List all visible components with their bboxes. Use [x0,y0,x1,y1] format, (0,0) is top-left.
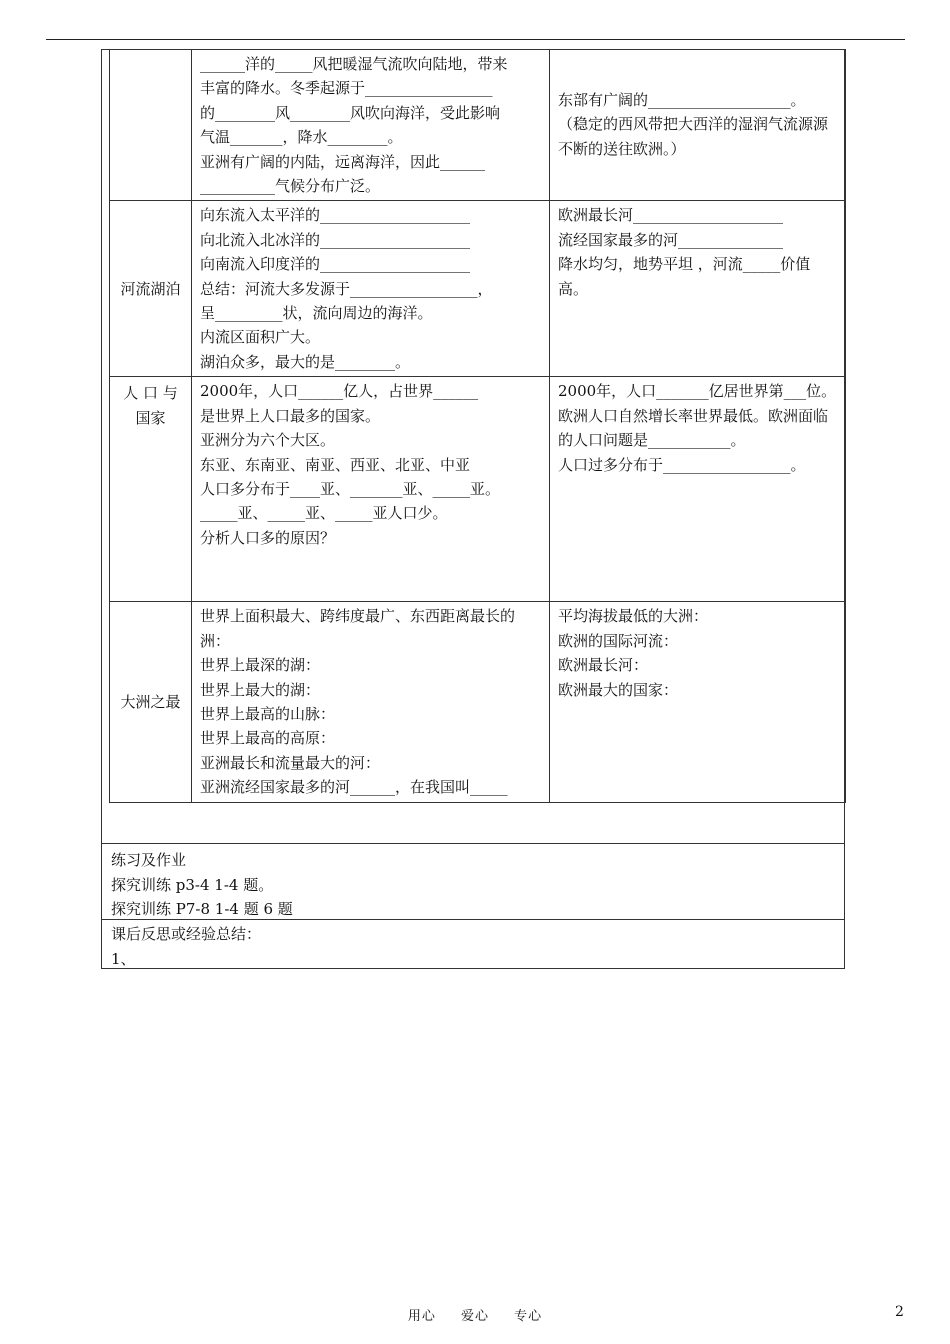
text-line: 2000年，人口______亿人，占世界______ [200,382,479,401]
text-line: 分析人口多的原因？ [200,528,336,547]
text-line: 东部有广阔的___________________。 [558,91,806,109]
text-line: 欧洲的国际河流： [558,631,679,650]
text-line: 是世界上人口最多的国家。 [200,406,381,425]
footer-word: 专心 [514,1309,543,1324]
europe-cell [550,602,846,802]
row-label [110,50,192,201]
text-line: 丰富的降水。冬季起源于_________________ [200,79,493,98]
text-line: 的________风________风吹向海洋，受此影响 [200,103,501,122]
text-line: _____亚、_____亚、_____亚人口少。 [200,504,448,523]
table-row [110,602,846,802]
text-line: 人口多分布于____亚、_______亚、_____亚。 [200,479,501,498]
footer-word: 用心 [407,1309,436,1324]
homework-title: 练习及作业 [111,851,187,869]
text-line: 2000年，人口_______亿居世界第___位。 [558,382,837,401]
page-number: 2 [895,1304,904,1320]
table-row [110,201,846,377]
text-line: 世界上最深的湖： [200,656,321,675]
asia-cell [192,602,550,802]
text-line: 内流区面积广大。 [200,328,321,347]
text-line: 亚洲有广阔的内陆，远离海洋，因此______ [200,152,486,171]
text-line: 欧洲最长河____________________ [558,206,784,225]
text-line: 欧洲人口自然增长率世界最低。欧洲面临的人口问题是___________。 [558,406,829,450]
text-line: （稳定的西风带把大西洋的湿润气流源源不断的送往欧洲。） [558,115,829,158]
text-line: 向北流入北冰洋的____________________ [200,230,471,249]
europe-cell [550,201,846,377]
text-line: 亚洲流经国家最多的河______，在我国叫_____ [200,778,508,797]
text-line: 欧洲最长河： [558,656,649,675]
text-line: 世界上最高的高原： [200,729,336,748]
reflection-section [101,920,845,969]
asia-cell [192,377,550,602]
header-rule [46,39,905,40]
text-line: 亚洲分为六个大区。 [200,431,336,450]
homework-item: 探究训练 p3-4 1-4 题。 [111,875,274,894]
table-row [110,377,846,602]
asia-cell [192,201,550,377]
table-row [110,50,846,201]
text-line: 气温_______，降水________。 [200,128,403,147]
footer-word: 爱心 [460,1309,489,1324]
text-line: 降水均匀，地势平坦 ，河流_____价值高。 [558,255,811,298]
text-line: 东亚、东南亚、南亚、西亚、北亚、中亚 [200,455,471,474]
text-line: 总结：河流大多发源于_________________， [200,279,493,298]
text-line: 欧洲最大的国家： [558,680,679,699]
text-line: 平均海拔最低的大洲： [558,607,709,626]
row-label: 河流湖泊 [110,201,192,377]
text-line: 世界上最高的山脉： [200,704,336,723]
europe-cell [550,50,846,201]
homework-section [101,844,845,920]
asia-cell [192,50,550,201]
page-footer [0,1305,950,1324]
text-line: 向南流入印度洋的____________________ [200,255,471,274]
text-line: 湖泊众多，最大的是________。 [200,352,411,371]
row-label: 大洲之最 [110,602,192,802]
text-line: __________气候分布广泛。 [200,177,381,196]
homework-item: 探究训练 P7-8 1-4 题 6 题 [111,900,293,919]
europe-cell [550,377,846,602]
reflection-title: 课后反思或经验总结： [111,925,262,943]
text-line: 呈_________状，流向周边的海洋。 [200,304,433,323]
blank-row [101,800,845,844]
reflection-item: 1、 [111,949,136,968]
text-line: 亚洲最长和流量最大的河： [200,753,381,772]
comparison-table [109,49,846,803]
text-line: 人口过多分布于_________________。 [558,455,806,474]
text-line: 流经国家最多的河______________ [558,230,784,249]
row-label: 人 口 与国家 [110,377,192,602]
text-line: ______洋的_____风把暖湿气流吹向陆地，带来 [200,55,508,73]
text-line: 世界上最大的湖： [200,680,321,699]
text-line: 世界上面积最大、跨纬度最广、东西距离最长的洲： [200,607,516,650]
text-line: 向东流入太平洋的____________________ [200,206,471,225]
